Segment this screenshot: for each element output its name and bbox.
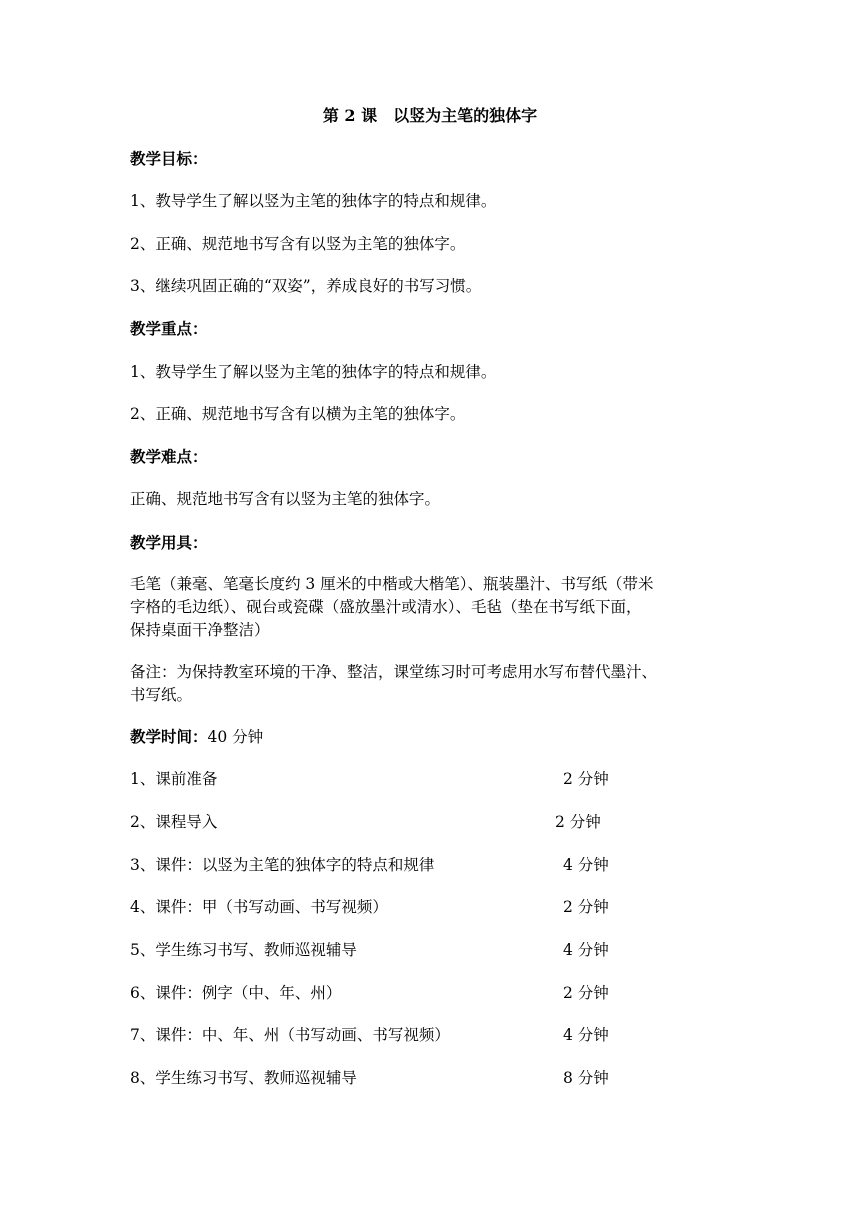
objective-item: 3、继续巩固正确的“双姿”，养成良好的书写习惯。 <box>130 277 482 295</box>
schedule-item-label: 8、学生练习书写、教师巡视辅导 <box>130 1069 357 1087</box>
objectives-heading: 教学目标： <box>130 149 208 168</box>
schedule-item-duration: 4 分钟 <box>563 856 609 874</box>
key-points-heading: 教学重点： <box>130 319 208 338</box>
difficulties-heading: 教学难点： <box>130 447 208 466</box>
difficulties-text: 正确、规范地书写含有以竖为主笔的独体字。 <box>130 490 441 508</box>
objective-item: 2、正确、规范地书写含有以竖为主笔的独体字。 <box>130 235 466 253</box>
time-line <box>130 727 263 747</box>
schedule-item-duration: 4 分钟 <box>563 941 609 959</box>
tools-line: 字格的毛边纸）、砚台或瓷碟（盛放墨汁或清水）、毛毡（垫在书写纸下面， <box>130 598 642 616</box>
tools-note-line: 书写纸。 <box>130 686 193 704</box>
schedule-item-duration: 2 分钟 <box>555 813 601 831</box>
schedule-item-duration: 8 分钟 <box>563 1069 609 1087</box>
schedule-item-duration: 2 分钟 <box>563 984 609 1002</box>
schedule-item-label: 1、课前准备 <box>130 770 218 788</box>
time-heading: 教学时间： <box>130 727 208 746</box>
schedule-item-label: 7、课件：中、年、州（书写动画、书写视频） <box>130 1026 450 1044</box>
tools-line: 毛笔（兼毫、笔毫长度约 3 厘米的中楷或大楷笔）、瓶装墨汁、书写纸（带米 <box>130 575 654 593</box>
lesson-title: 第 2 课 以竖为主笔的独体字 <box>322 106 538 125</box>
schedule-item-label: 3、课件：以竖为主笔的独体字的特点和规律 <box>130 856 435 874</box>
tools-line: 保持桌面干净整洁） <box>130 621 270 639</box>
objective-item: 1、教导学生了解以竖为主笔的独体字的特点和规律。 <box>130 192 497 210</box>
tools-note-line: 备注：为保持教室环境的干净、整洁，课堂练习时可考虑用水写布替代墨汁、 <box>130 663 658 681</box>
schedule-item-duration: 2 分钟 <box>563 770 609 788</box>
schedule-item-label: 2、课程导入 <box>130 813 218 831</box>
key-point-item: 1、教导学生了解以竖为主笔的独体字的特点和规律。 <box>130 363 497 381</box>
schedule-item-label: 5、学生练习书写、教师巡视辅导 <box>130 941 357 959</box>
schedule-item-duration: 2 分钟 <box>563 898 609 916</box>
schedule-item-duration: 4 分钟 <box>563 1026 609 1044</box>
schedule-item-label: 6、课件：例字（中、年、州） <box>130 984 342 1002</box>
time-total: 40 分钟 <box>207 728 264 746</box>
schedule-item-label: 4、课件：甲（书写动画、书写视频） <box>130 898 388 916</box>
tools-heading: 教学用具： <box>130 533 208 552</box>
key-point-item: 2、正确、规范地书写含有以横为主笔的独体字。 <box>130 405 466 423</box>
